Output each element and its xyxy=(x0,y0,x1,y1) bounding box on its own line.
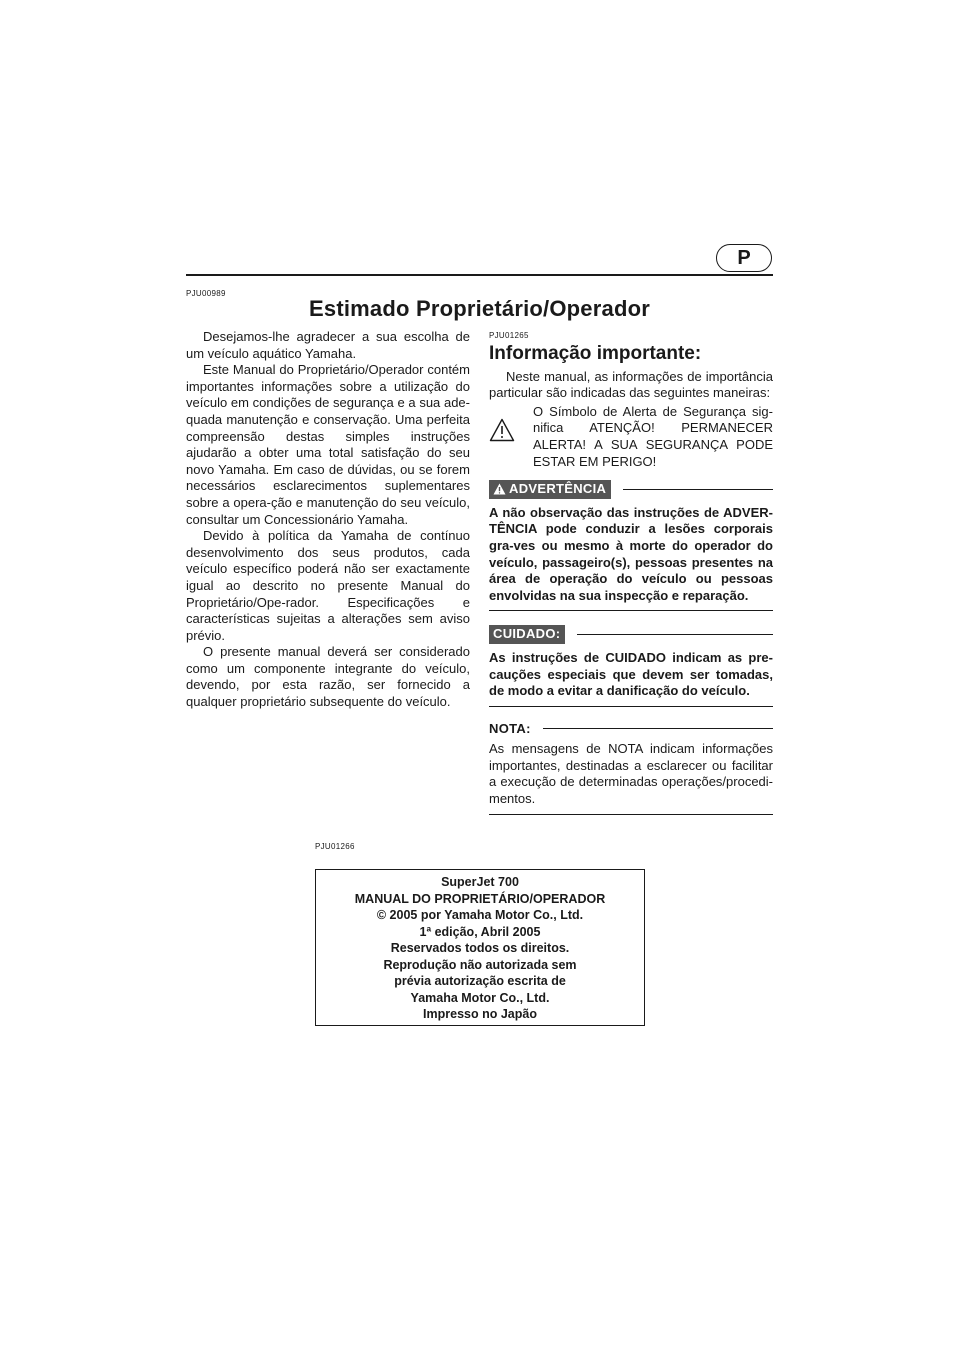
caution-text: As instruções de CUIDADO indicam as pre-cauções especiais que devem ser tomadas, de modo a evitar a danificação do veículo. xyxy=(489,649,773,699)
copyright-line: Reprodução não autorizada sem xyxy=(383,957,577,972)
header-rule xyxy=(186,274,773,276)
copyright-line: Reservados todos os direitos. xyxy=(390,941,570,955)
page-title: Estimado Proprietário/Operador xyxy=(309,296,650,321)
note-label: NOTA: xyxy=(489,720,531,736)
copyright-line: 1ª edição, Abril 2005 xyxy=(419,924,541,939)
warning-triangle-icon xyxy=(489,404,533,470)
divider xyxy=(489,610,773,611)
warning-label: ADVERTÊNCIA xyxy=(489,480,611,499)
copyright-line: MANUAL DO PROPRIETÁRIO/OPERADOR xyxy=(354,891,606,906)
caution-header xyxy=(489,625,773,644)
section-title: Informação importante: xyxy=(489,343,702,364)
language-tab: P xyxy=(716,244,772,272)
copyright-line: prévia autorização escrita de xyxy=(394,974,566,988)
caution-label: CUIDADO: xyxy=(489,625,565,644)
divider xyxy=(489,706,773,707)
safety-symbol-text: O Símbolo de Alerta de Segurança sig-nifica ATENÇÃO! PERMANECER ALERTA! A SUA SEGURANÇA PODE ESTAR EM PERIGO! xyxy=(533,403,773,469)
section-code: PJU00989 xyxy=(186,289,226,298)
section-code: PJU01265 xyxy=(489,331,529,340)
note-text: As mensagens de NOTA indicam informações importantes, destinadas a esclarecer ou facilitar a execução de determinadas operações/procedi-mentos. xyxy=(489,741,773,807)
warning-triangle-icon xyxy=(493,483,506,495)
divider xyxy=(543,728,773,729)
important-info-column xyxy=(489,344,773,815)
warning-text: A não observação das instruções de ADVER-TÊNCIA pode conduzir a lesões corporais gra-ves ou mesmo à morte do operador do veículo, passageiro(s), pessoas presentes na área de operação do veículo ou pessoas envolvidas na sua inspecção e reparação. xyxy=(489,504,773,603)
paragraph: Desejamos-lhe agradecer a sua escolha de um veículo aquático Yamaha. xyxy=(186,329,470,361)
copyright-line: © 2005 por Yamaha Motor Co., Ltd. xyxy=(376,908,584,922)
intro-paragraph: Neste manual, as informações de importância particular são indicadas das seguintes maneiras: xyxy=(489,368,773,401)
divider xyxy=(489,814,773,815)
paragraph: O presente manual deverá ser considerado como um componente integrante do veículo, devendo, por esta razão, ser fornecido a qualquer proprietário subsequente do veículo. xyxy=(186,644,470,710)
paragraph: Este Manual do Proprietário/Operador contém importantes informações sobre a utilização do veículo em condições de segurança e a sua ade-quada manutenção e conservação. Uma perfeita compreensão destas simples instruções ajudarão a obter uma total satisfação do seu novo Yamaha. Em caso de dúvidas, ou se forem necessários esclarecimentos suplementares sobre a opera-ção e manutenção do seu veículo, consultar um Concessionário Yamaha. xyxy=(186,362,470,527)
copyright-box xyxy=(315,869,645,1026)
divider xyxy=(577,634,773,635)
paragraph: Devido à política da Yamaha de contínuo desenvolvimento dos seus produtos, cada veículo específico poderá não ser exactamente igual ao descrito no presente Manual do Proprietário/Ope-rador. Especificações e características sujeitas a alterações sem aviso prévio. xyxy=(186,528,470,643)
copyright-line: Yamaha Motor Co., Ltd. xyxy=(410,990,550,1005)
warning-header xyxy=(489,480,773,499)
divider xyxy=(623,489,773,490)
note-header xyxy=(489,721,773,738)
copyright-line: SuperJet 700 xyxy=(441,875,519,889)
safety-symbol-block xyxy=(489,404,773,470)
copyright-line: Impresso no Japão xyxy=(423,1007,537,1021)
intro-column xyxy=(186,329,470,711)
section-code: PJU01266 xyxy=(315,842,355,851)
